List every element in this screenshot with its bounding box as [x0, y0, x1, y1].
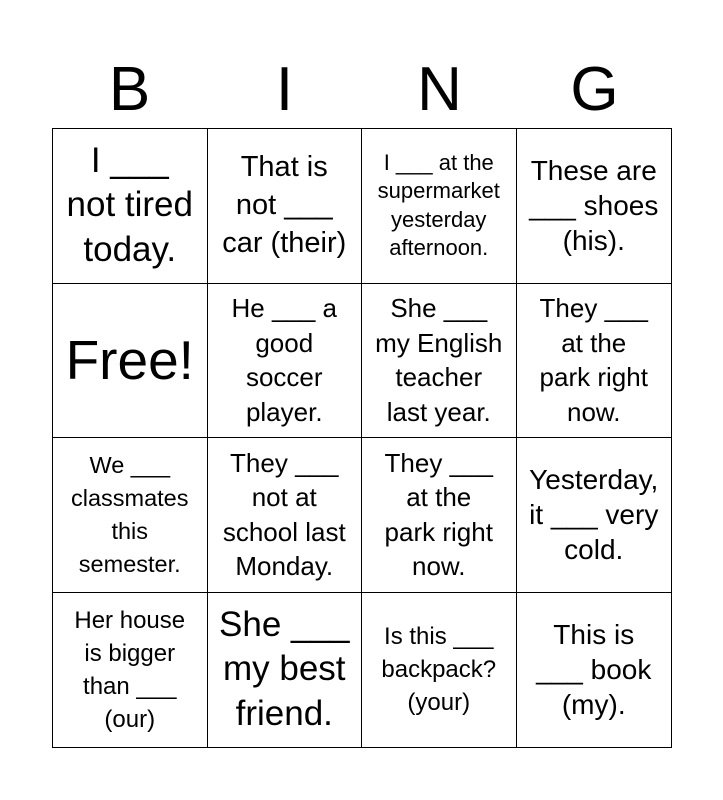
cell-text: They ___ at the park right now. [539, 293, 648, 427]
header-letter-g: G [570, 55, 619, 124]
cell-text: That is not ___ car (their) [222, 151, 347, 259]
cell-text: These are ___ shoes (his). [529, 155, 659, 257]
bingo-cell-r4-c4[interactable] [517, 593, 672, 748]
bingo-cell-r1-c2[interactable] [208, 129, 363, 284]
cell-text: He ___ a good soccer player. [231, 293, 338, 427]
bingo-cell-r1-c3[interactable] [362, 129, 517, 284]
cell-text: I ___ not tired today. [66, 140, 193, 270]
header-letter-b: B [108, 55, 151, 124]
bingo-cell-r2-c2[interactable] [208, 284, 363, 439]
header-letter-n: N [417, 55, 462, 124]
cell-text: Yesterday, it ___ very cold. [529, 464, 659, 566]
bingo-cell-r3-c1[interactable] [53, 438, 208, 593]
cell-text: Her house is bigger than ___ (our) [74, 606, 186, 733]
free-space-text: Free! [65, 328, 194, 391]
bingo-header [52, 52, 672, 128]
bingo-cell-free[interactable] [53, 284, 208, 439]
bingo-board [52, 128, 672, 748]
cell-text: I ___ at the supermarket yesterday afternoon. [377, 149, 500, 261]
cell-text: They ___ not at school last Monday. [222, 447, 346, 582]
bingo-cell-r3-c4[interactable] [517, 438, 672, 593]
bingo-cell-r2-c3[interactable] [362, 284, 517, 439]
cell-text: We ___ classmates this semester. [70, 451, 189, 577]
bingo-cell-r4-c3[interactable] [362, 593, 517, 748]
cell-text: They ___ at the park right now. [384, 447, 493, 582]
bingo-cell-r3-c3[interactable] [362, 438, 517, 593]
cell-text: She ___ my English teacher last year. [375, 293, 503, 427]
bingo-cell-r3-c2[interactable] [208, 438, 363, 593]
header-letter-i: I [275, 55, 294, 124]
cell-text: Is this ___ backpack? (your) [381, 623, 497, 717]
bingo-cell-r4-c2[interactable] [208, 593, 363, 748]
bingo-cell-r4-c1[interactable] [53, 593, 208, 748]
cell-text: This is ___ book (my). [536, 619, 652, 721]
cell-text: She ___ my best friend. [219, 604, 350, 734]
bingo-cell-r2-c4[interactable] [517, 284, 672, 439]
bingo-cell-r1-c4[interactable] [517, 129, 672, 284]
bingo-cell-r1-c1[interactable] [53, 129, 208, 284]
